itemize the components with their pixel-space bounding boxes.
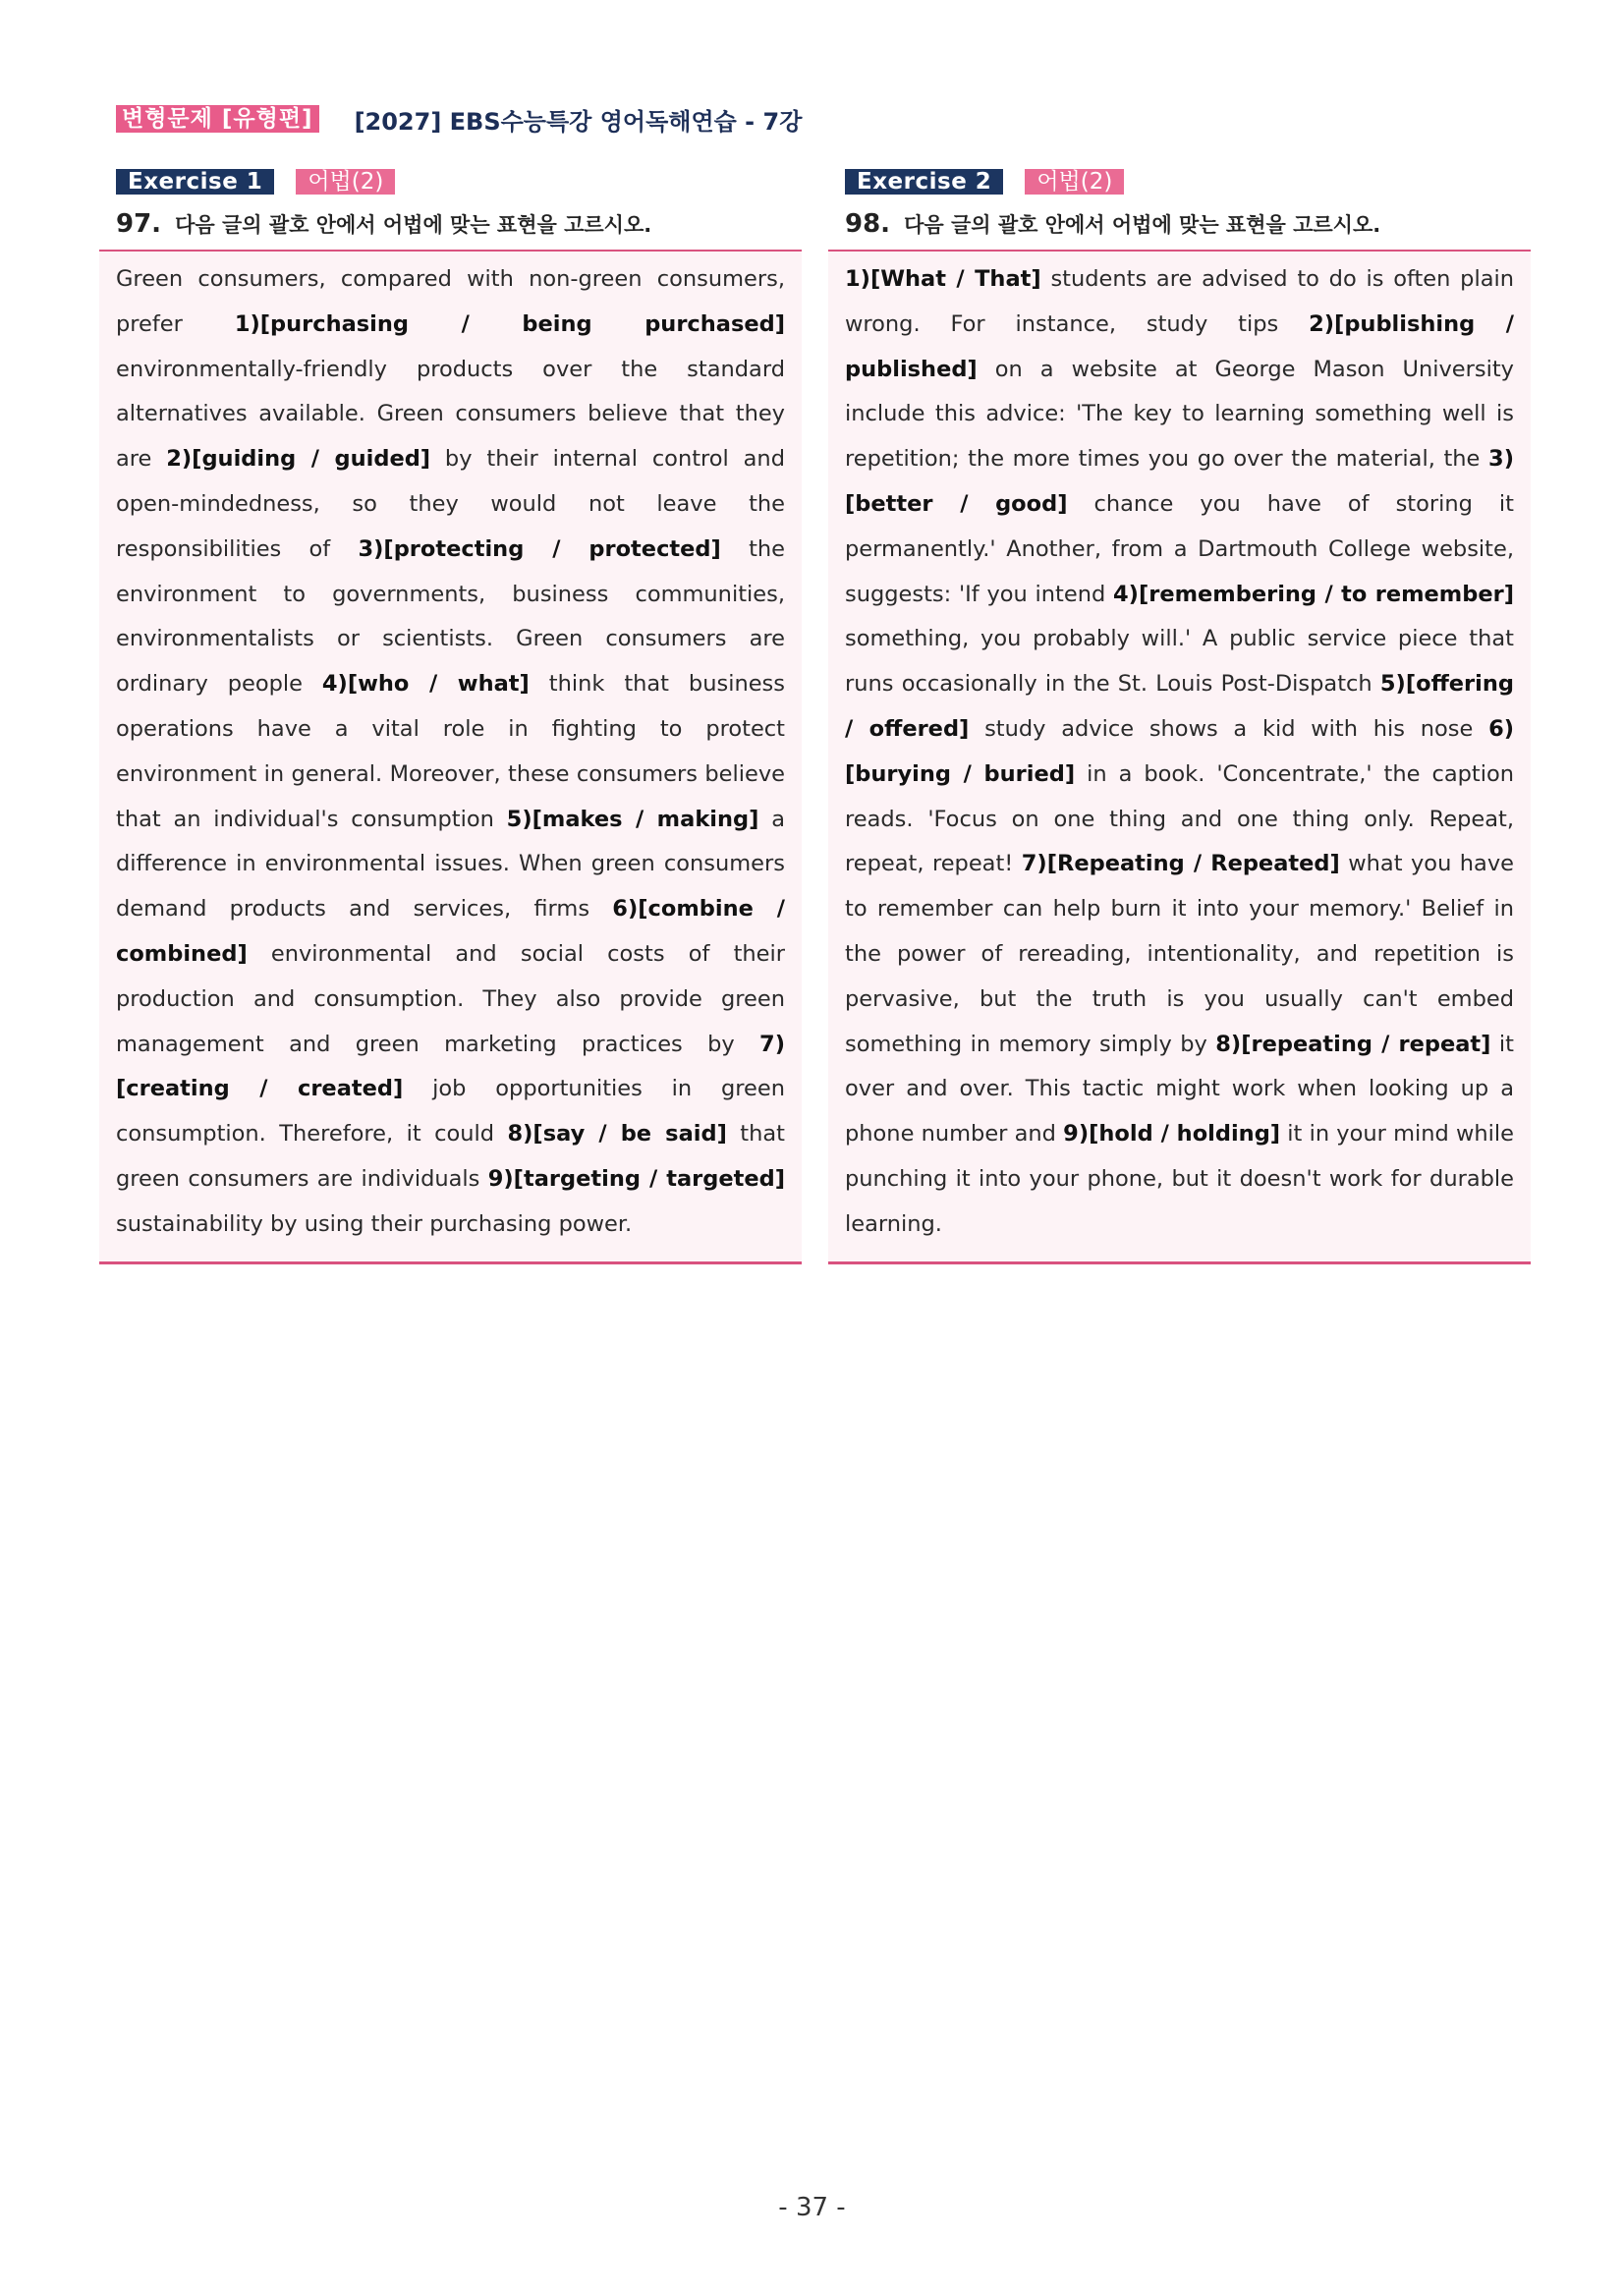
passage-segment: by their internal control and open-mindedness, so they would not leave the responsibilities of [116, 446, 785, 562]
passage-text [845, 257, 1514, 1248]
question-number: 97. [116, 209, 162, 239]
passage-segment: environmental and social costs of their production and consumption. They also provide green management and green marketing practices by [116, 940, 785, 1057]
passage-segment: it over and over. This tactic might work when looking up a phone number and [845, 1031, 1514, 1148]
question-text: 다음 글의 괄호 안에서 어법에 맞는 표현을 고르시오. [904, 213, 1381, 237]
exercise-tags [116, 167, 802, 196]
passage-segment: students are advised to do is often plain wrong. For instance, study tips [845, 266, 1514, 337]
answer-choice: 8)[say / be said] [507, 1121, 727, 1148]
answer-choice: 3)[better / good] [845, 446, 1514, 517]
answer-choice: 4)[remembering / to remember] [1113, 581, 1514, 607]
passage-segment: sustainability by using their purchasing power. [116, 1210, 633, 1237]
page-title: [2027] EBS수능특강 영어독해연습 - 7강 [354, 107, 803, 136]
passage-segment: job opportunities in green consumption. Therefore, it could [116, 1076, 786, 1148]
passage-segment: a difference in environmental issues. When green consumers demand products and services, firms [116, 806, 785, 923]
passage-segment: the environment to governments, business communities, environmentalists or scientists. Green consumers are ordinary people [116, 535, 786, 698]
passage-segment: on a website at George Mason University include this advice: 'The key to learning something well is repetition; the more times you go over the material, the [845, 356, 1514, 473]
exercise-2 [828, 167, 1531, 1264]
page-header [116, 102, 802, 136]
answer-choice: 5)[offering / offered] [845, 671, 1514, 742]
question-number: 98. [845, 209, 891, 239]
answer-choice: 2)[publishing / published] [845, 310, 1514, 382]
passage-segment: Green consumers, compared with non-green consumers, prefer [116, 266, 785, 337]
answer-choice: 9)[hold / holding] [1063, 1121, 1281, 1148]
page-number: - 37 - [778, 2193, 846, 2222]
exercise-tags [845, 167, 1531, 196]
passage-segment: what you have to remember can help burn it into your memory.' Belief in the power of rereading, intentionality, and repetition is pervasive, but the truth is you usually can't embed something in memory simply by [845, 851, 1514, 1057]
passage-box [828, 250, 1531, 1264]
answer-choice: 8)[repeating / repeat] [1215, 1031, 1491, 1057]
answer-choice: 2)[guiding / guided] [166, 446, 431, 473]
answer-choice: 9)[targeting / targeted] [487, 1165, 785, 1192]
answer-choice: 5)[makes / making] [506, 806, 759, 832]
exercise-1 [99, 167, 802, 1264]
passage-segment: environmentally-friendly products over the standard alternatives available. Green consumers believe that they are [116, 356, 785, 473]
passage-segment: that green consumers are individuals [116, 1121, 785, 1192]
passage-text [116, 257, 785, 1248]
passage-box [99, 250, 802, 1264]
exercise-label: Exercise 2 [845, 169, 1003, 195]
passage-segment: something, you probably will.' A public service piece that runs occasionally in the St. Louis Post-Dispatch [845, 626, 1514, 698]
answer-choice: 6)[burying / buried] [845, 715, 1515, 787]
answer-choice: 7)[Repeating / Repeated] [1021, 851, 1340, 877]
question-line [116, 206, 802, 242]
answer-choice: 1)[purchasing / being purchased] [234, 310, 785, 337]
answer-choice: 6)[combine / combined] [116, 896, 785, 967]
passage-segment: think that business operations have a vital role in fighting to protect environment in general. Moreover, these consumers believe that an individual's consumption [116, 671, 785, 832]
passage-segment: chance you have of storing it permanently.' Another, from a Dartmouth College website, suggests: 'If you intend [845, 490, 1515, 607]
passage-segment: in a book. 'Concentrate,' the caption reads. 'Focus on one thing and one thing only. Repeat, repeat, repeat! [845, 760, 1514, 877]
exercise-label: Exercise 1 [116, 169, 274, 195]
answer-choice: 7)[creating / created] [116, 1031, 785, 1102]
question-line [845, 206, 1531, 242]
answer-choice: 3)[protecting / protected] [358, 535, 721, 562]
answer-choice: 1)[What / That] [845, 266, 1041, 292]
category-tag: 변형문제 [유형편] [116, 105, 319, 133]
passage-segment: study advice shows a kid with his nose [969, 715, 1489, 742]
passage-segment: it in your mind while punching it into your phone, but it doesn't work for durable learning. [845, 1121, 1515, 1237]
type-label: 어법(2) [296, 169, 395, 195]
type-label: 어법(2) [1025, 169, 1124, 195]
answer-choice: 4)[who / what] [321, 671, 530, 698]
question-text: 다음 글의 괄호 안에서 어법에 맞는 표현을 고르시오. [175, 213, 652, 237]
